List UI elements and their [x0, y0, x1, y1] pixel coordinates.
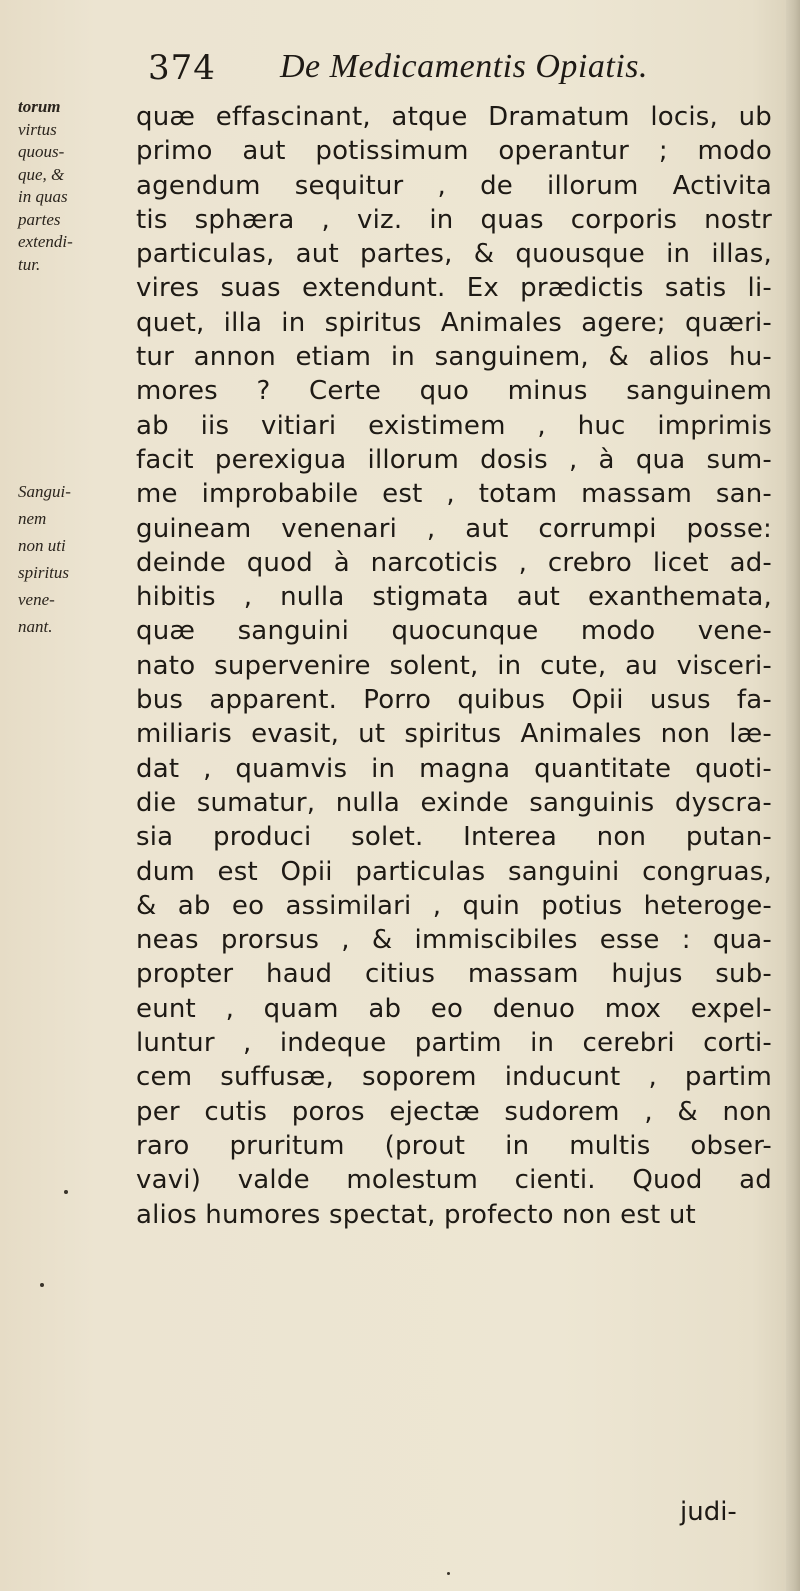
text-line: agendum sequitur , de illorum Activita — [136, 170, 772, 201]
margin-note-line: nem — [18, 509, 47, 528]
running-header — [148, 42, 708, 102]
text-line: particulas, aut partes, & quousque in illas, — [136, 239, 772, 270]
text-line: quæ sanguini quocunque modo vene- — [136, 616, 772, 647]
text-line: quet, illa in spiritus Animales agere; quæri- — [136, 307, 772, 338]
text-line: miliaris evasit, ut spiritus Animales non læ- — [136, 719, 772, 750]
text-line: me improbabile est , totam massam san- — [136, 479, 772, 510]
text-line: facit perexigua illorum dosis , à qua sum- — [136, 444, 772, 475]
text-line: eunt , quam ab eo denuo mox expel- — [136, 993, 772, 1024]
margin-note-line: Sangui- — [18, 482, 71, 501]
text-line: per cutis poros ejectæ sudorem , & non — [136, 1096, 772, 1127]
text-line: alios humores spectat, profecto non est ut — [136, 1199, 696, 1230]
text-line: luntur , indeque partim in cerebri corti- — [136, 1028, 772, 1059]
catchword: judi- — [680, 1497, 737, 1527]
text-line: tis sphæra , viz. in quas corporis nostr — [136, 204, 772, 235]
text-line: hibitis , nulla stigmata aut exanthemata, — [136, 582, 772, 613]
margin-note-line: vene- — [18, 590, 55, 609]
margin-note-line: nant. — [18, 617, 53, 636]
text-line: raro pruritum (prout in multis obser- — [136, 1130, 772, 1161]
text-line: ab iis vitiari existimem , huc imprimis — [136, 410, 772, 441]
text-line: mores ? Certe quo minus sanguinem — [136, 376, 772, 407]
text-line: deinde quod à narcoticis , crebro licet ad- — [136, 547, 772, 578]
margin-note-blood — [18, 478, 128, 640]
text-line: vavi) valde molestum cienti. Quod ad — [136, 1165, 772, 1196]
text-line: neas prorsus , & immiscibiles esse : qua- — [136, 925, 772, 956]
text-line: propter haud citius massam hujus sub- — [136, 959, 772, 990]
margin-note-line: spiritus — [18, 563, 70, 582]
running-title: De Medicamentis Opiatis. — [280, 48, 648, 85]
margin-note-line: torum — [18, 97, 61, 116]
text-line: dum est Opii particulas sanguini congruas, — [136, 856, 772, 887]
margin-note-line: quous- — [18, 142, 65, 161]
margin-note-line: non uti — [18, 536, 66, 555]
ink-speck — [40, 1283, 44, 1287]
text-line: primo aut potissimum operantur ; modo — [136, 136, 772, 167]
text-line: dat , quamvis in magna quantitate quoti- — [136, 753, 772, 784]
margin-note-activity — [18, 96, 128, 276]
margin-note-line: extendi- — [18, 232, 73, 251]
text-line: die sumatur, nulla exinde sanguinis dyscra- — [136, 787, 772, 818]
margin-note-line: tur. — [18, 254, 41, 274]
margin-note-line: virtus — [18, 119, 57, 139]
margin-note-line: que, & — [18, 164, 65, 184]
text-line: tur annon etiam in sanguinem, & alios hu- — [136, 342, 772, 373]
margin-note-line: in quas — [18, 187, 68, 206]
text-line: vires suas extendunt. Ex prædictis satis li- — [136, 273, 772, 304]
ink-speck — [64, 1190, 68, 1194]
text-line: & ab eo assimilari , quin potius heteroge- — [136, 890, 772, 921]
body-text — [136, 100, 772, 1232]
margin-note-line: partes — [18, 209, 61, 229]
text-line: sia produci solet. Interea non putan- — [136, 822, 772, 853]
page-number: 374 — [148, 48, 216, 88]
text-line: nato supervenire solent, in cute, au visceri- — [136, 650, 772, 681]
ink-speck — [447, 1572, 450, 1575]
text-line: cem suffusæ, soporem inducunt , partim — [136, 1062, 772, 1093]
text-line: guineam venenari , aut corrumpi posse: — [136, 513, 772, 544]
page-gutter-edge — [786, 0, 800, 1591]
text-line: quæ effascinant, atque Dramatum locis, ub — [136, 102, 772, 132]
text-line: bus apparent. Porro quibus Opii usus fa- — [136, 685, 772, 716]
